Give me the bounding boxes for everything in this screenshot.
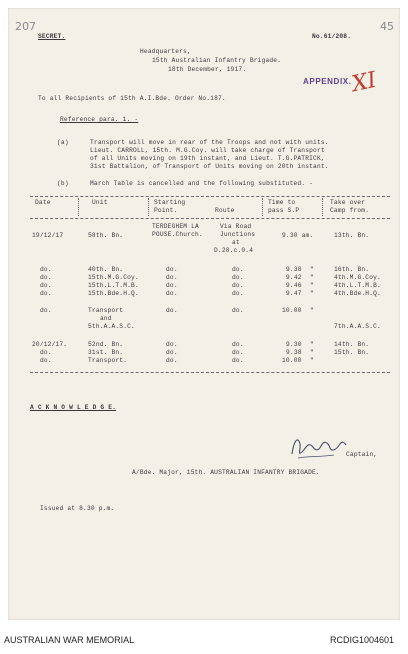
table-cell-time: 9.30 xyxy=(286,341,302,348)
para-a-line: Transport will move in rear of the Troops and not with units. xyxy=(90,139,329,146)
col-divider xyxy=(78,198,79,216)
reference-para: Reference para. 1. - xyxy=(60,116,139,123)
table-rule-top xyxy=(30,196,390,197)
footer-archive-name: AUSTRALIAN WAR MEMORIAL xyxy=(4,635,135,645)
table-cell-start: do. xyxy=(166,349,178,356)
col-header-point: Point. xyxy=(154,207,178,214)
appendix-roman-numeral: XI xyxy=(349,67,379,98)
table-cell-takeover: 4th.L.T.M.B. xyxy=(334,282,381,289)
issued-time: Issued at 8.30 p.m. xyxy=(40,505,115,512)
para-b-label: (b) xyxy=(57,180,69,187)
table-cell-date: do. xyxy=(40,274,52,281)
ditto-mark: " xyxy=(310,266,314,273)
col-divider xyxy=(262,198,263,216)
table-cell-date: do. xyxy=(40,266,52,273)
table-cell-takeover: 4th.M.G.Coy. xyxy=(334,274,381,281)
para-a-line: Lieut. CARROLL, 15th. M.G.Coy. will take charge of Transport xyxy=(90,147,325,154)
table-cell-takeover: 16th. Bn. xyxy=(334,266,370,273)
table-cell-start: do. xyxy=(166,282,178,289)
table-rule-bottom xyxy=(30,372,390,373)
para-b-text: March Table is cancelled and the following substituted. - xyxy=(90,180,314,187)
col-divider xyxy=(148,198,149,216)
table-cell-start: TERDEGHEM LA xyxy=(152,223,199,230)
pencil-folio-left: 207 xyxy=(15,20,36,33)
table-cell-unit: 15th.M.G.Coy. xyxy=(88,274,139,281)
table-cell-date: do. xyxy=(40,307,52,314)
table-cell-takeover: 4th.Bde.H.Q. xyxy=(334,290,381,297)
table-cell-unit: 58th. Bn. xyxy=(88,232,124,239)
table-cell-route: Via Road xyxy=(220,223,252,230)
table-cell-time: 9.38 xyxy=(286,266,302,273)
table-cell-route: do. xyxy=(232,341,244,348)
col-header-pass: pass S.P xyxy=(268,207,300,214)
signatory-line: A/Bde. Major, 15th. AUSTRALIAN INFANTRY BRIGADE. xyxy=(132,469,320,476)
ditto-mark: " xyxy=(310,357,314,364)
table-cell-start: do. xyxy=(166,357,178,364)
table-cell-unit: Transport xyxy=(88,307,124,314)
table-cell-time: 9.30 am. xyxy=(282,232,314,239)
reference-number: No.61/208. xyxy=(312,33,352,40)
footer-record-id: RCDIG1004601 xyxy=(330,635,395,645)
table-cell-takeover: 15th. Bn. xyxy=(334,349,370,356)
col-header-route: Route xyxy=(215,207,235,214)
table-cell-time: 10.00 xyxy=(282,357,302,364)
table-cell-time: 9.42 xyxy=(286,274,302,281)
ditto-mark: " xyxy=(310,274,314,281)
table-cell-unit: 15th.Bde.H.Q. xyxy=(88,290,139,297)
table-cell-start: do. xyxy=(166,290,178,297)
ditto-mark: " xyxy=(310,341,314,348)
table-cell-date: do. xyxy=(40,349,52,356)
table-cell-route: at xyxy=(232,239,240,246)
para-a-line: 31st Battalion, of Transport of Units moving on 20th instant. xyxy=(90,163,329,170)
table-cell-unit: 15th.L.T.M.B. xyxy=(88,282,139,289)
ditto-mark: " xyxy=(310,349,314,356)
table-cell-route: do. xyxy=(232,357,244,364)
table-cell-start: do. xyxy=(166,266,178,273)
col-header-time: Time to xyxy=(268,199,296,206)
table-cell-time: 9.47 xyxy=(286,290,302,297)
table-cell-route: D.28.c.0.4 xyxy=(214,247,254,254)
ditto-mark: " xyxy=(310,307,314,314)
table-cell-route: do. xyxy=(232,274,244,281)
ditto-mark: " xyxy=(310,282,314,289)
table-cell-time: 9.38 xyxy=(286,349,302,356)
table-cell-route: do. xyxy=(232,282,244,289)
hq-line-3: 18th December, 1917. xyxy=(168,66,247,73)
table-cell-date: 20/12/17. xyxy=(32,341,68,348)
handwritten-signature xyxy=(288,432,348,462)
table-cell-route: do. xyxy=(232,307,244,314)
col-header-date: Date xyxy=(35,199,51,206)
ditto-mark: " xyxy=(310,290,314,297)
table-cell-route: do. xyxy=(232,349,244,356)
table-cell-unit: 31st. Bn. xyxy=(88,349,124,356)
table-cell-time: 9.46 xyxy=(286,282,302,289)
table-cell-start: do. xyxy=(166,307,178,314)
secret-label: SECRET. xyxy=(38,33,66,40)
table-cell-unit: 5th.A.A.S.C. xyxy=(88,323,135,330)
hq-line-1: Headquarters, xyxy=(140,48,191,55)
appendix-stamp: APPENDIX. xyxy=(303,77,352,86)
table-cell-takeover: 7th.A.A.S.C. xyxy=(334,323,381,330)
table-cell-route: Junctions xyxy=(220,231,256,238)
pencil-folio-right: 45 xyxy=(380,20,394,33)
table-cell-unit: 52nd. Bn. xyxy=(88,341,124,348)
hq-line-2: 15th Australian Infantry Brigade. xyxy=(152,57,282,64)
table-cell-route: do. xyxy=(232,290,244,297)
table-cell-start: do. xyxy=(166,341,178,348)
table-cell-route: do. xyxy=(232,266,244,273)
table-cell-date: 19/12/17 xyxy=(32,232,64,239)
table-cell-unit: and xyxy=(100,315,112,322)
col-header-starting: Starting xyxy=(154,199,186,206)
table-cell-time: 10.00 xyxy=(282,307,302,314)
para-a-label: (a) xyxy=(57,139,69,146)
table-cell-unit: Transport. xyxy=(88,357,128,364)
table-cell-takeover: 14th. Bn. xyxy=(334,341,370,348)
col-header-unit: Unit xyxy=(92,199,108,206)
table-rule-header xyxy=(30,218,390,219)
para-a-line: of all Units moving on 19th instant, and Lieut. T.G.PATRICK, xyxy=(90,155,325,162)
col-header-takeover: Take over xyxy=(330,199,366,206)
col-divider xyxy=(322,198,323,216)
table-cell-start: POUSE.Church. xyxy=(152,231,203,238)
table-cell-date: do. xyxy=(40,282,52,289)
table-cell-takeover: 13th. Bn. xyxy=(334,232,370,239)
table-cell-unit: 40th. Bn. xyxy=(88,266,124,273)
acknowledge-line: A C K N O W L E D G E. xyxy=(30,404,117,411)
table-cell-date: do. xyxy=(40,290,52,297)
addressee-line: To all Recipients of 15th A.I.Bde. Order No.187. xyxy=(38,95,226,102)
signatory-title: Captain, xyxy=(346,451,378,458)
table-cell-date: do. xyxy=(40,357,52,364)
col-header-camp: Camp from. xyxy=(330,207,370,214)
table-cell-start: do. xyxy=(166,274,178,281)
